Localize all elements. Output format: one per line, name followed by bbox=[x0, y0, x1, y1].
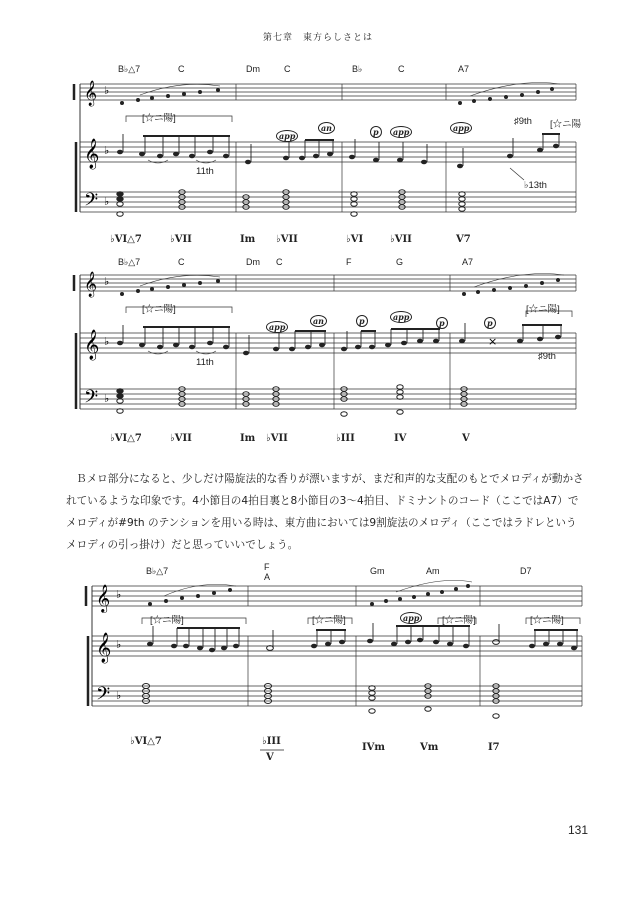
score-system-2 bbox=[0, 255, 636, 450]
svg-text:♭: ♭ bbox=[116, 588, 122, 601]
roman-numeral: IVm bbox=[362, 742, 386, 753]
roman-numeral: ♭VII bbox=[170, 433, 192, 444]
chord-symbol: B♭△7 bbox=[118, 257, 141, 267]
score-system-3 bbox=[0, 560, 636, 770]
annotation-marker: app bbox=[450, 122, 472, 134]
annotation-marker: app bbox=[276, 130, 298, 142]
chord-symbol: A7 bbox=[462, 257, 474, 267]
chord-symbol: C bbox=[398, 64, 405, 74]
roman-numeral: ♭VI△7 bbox=[130, 736, 162, 747]
svg-text:♭: ♭ bbox=[116, 689, 122, 702]
chord-symbol: C bbox=[178, 64, 185, 74]
svg-text:𝄞: 𝄞 bbox=[96, 633, 112, 663]
chord-symbol: C bbox=[276, 257, 283, 267]
chord-symbol: Gm bbox=[370, 566, 385, 576]
annotation-marker: app bbox=[390, 311, 412, 323]
chord-symbol: F bbox=[346, 257, 352, 267]
chord-symbol: Am bbox=[426, 566, 440, 576]
roman-numeral: ♭III bbox=[336, 433, 355, 444]
roman-numeral: ♭VII bbox=[276, 234, 298, 245]
annotation-label: [☆ニ陽] bbox=[530, 615, 564, 626]
annotation-label: ♭13th bbox=[524, 180, 547, 191]
roman-numeral: Im bbox=[240, 433, 256, 444]
annotation-label: 11th bbox=[196, 357, 214, 368]
page-header: 第七章 東方らしさとは bbox=[262, 33, 373, 43]
roman-numeral: ♭VI△7 bbox=[110, 234, 142, 245]
roman-numeral: Vm bbox=[420, 742, 439, 753]
svg-text:𝄢: 𝄢 bbox=[84, 387, 99, 412]
annotation-marker: p bbox=[436, 317, 448, 329]
annotation-label: [☆ニ陽 bbox=[550, 119, 582, 130]
annotation-marker: app bbox=[400, 612, 422, 624]
annotation-marker: p bbox=[484, 317, 496, 329]
chord-symbol: A bbox=[264, 572, 271, 582]
annotation-label: 11th bbox=[196, 166, 214, 177]
chord-symbol: A7 bbox=[458, 64, 470, 74]
page-number: 131 bbox=[568, 823, 589, 837]
svg-text:𝄞: 𝄞 bbox=[96, 584, 111, 612]
svg-text:𝄞: 𝄞 bbox=[84, 81, 98, 106]
body-paragraph: Ｂメロ部分になると、少しだけ陽旋法的な香りが漂いますが、まだ和声的な支配のもとでメロディが動かされているような印象です。4小節目の4拍目裏と8小節目の3〜4拍目、ドミナントのコード（ここではA7）でメロディが#9th のテンションを用いる時は、東方曲においては9割旋法のメロディ（ここではラドレというメロディの引っ掛け）だと思っていいでしょう。 bbox=[66, 473, 584, 551]
chord-symbol: B♭△7 bbox=[118, 64, 141, 74]
annotation-marker: an bbox=[318, 122, 335, 134]
svg-text:𝄞: 𝄞 bbox=[84, 139, 100, 169]
annotation-label: [☆ニ陽] bbox=[142, 113, 176, 124]
chord-symbol: F bbox=[264, 562, 270, 572]
svg-text:♭: ♭ bbox=[104, 335, 110, 348]
staff-lines-system-1 bbox=[0, 60, 636, 250]
svg-text:♭: ♭ bbox=[104, 275, 110, 288]
annotation-marker: p bbox=[370, 126, 382, 138]
svg-text:♭: ♭ bbox=[116, 638, 122, 651]
annotation-marker: p bbox=[356, 315, 368, 327]
svg-text:𝄞: 𝄞 bbox=[84, 330, 100, 360]
annotation-marker: an bbox=[310, 315, 327, 327]
roman-numeral: ♭VI bbox=[346, 234, 364, 245]
svg-text:𝄢: 𝄢 bbox=[84, 190, 99, 215]
chord-symbol: C bbox=[178, 257, 185, 267]
roman-numeral: ♭VI△7 bbox=[110, 433, 142, 444]
chord-symbol: B♭△7 bbox=[146, 566, 169, 576]
svg-text:♭: ♭ bbox=[104, 195, 110, 208]
svg-text:𝄢: 𝄢 bbox=[96, 684, 111, 709]
annotation-label: [☆ニ陽] bbox=[442, 615, 476, 626]
chord-symbol: G bbox=[396, 257, 404, 267]
annotation-label: [☆ニ陽] bbox=[150, 615, 184, 626]
annotation-label: [☆ニ陽] bbox=[312, 615, 346, 626]
roman-numeral: Im bbox=[240, 234, 256, 245]
annotation-label: ♯9th bbox=[538, 351, 556, 362]
annotation-marker: app bbox=[390, 126, 412, 138]
chord-symbol: D7 bbox=[520, 566, 532, 576]
chord-symbol: Dm bbox=[246, 257, 260, 267]
svg-text:♭: ♭ bbox=[104, 144, 110, 157]
chord-symbol: Dm bbox=[246, 64, 260, 74]
chord-symbol: B♭ bbox=[352, 64, 363, 74]
annotation-label: ♯9th bbox=[514, 116, 532, 127]
roman-numeral: V bbox=[462, 433, 470, 444]
svg-text:𝄞: 𝄞 bbox=[84, 272, 98, 297]
roman-numeral: V bbox=[266, 752, 274, 763]
roman-numeral: ♭VII bbox=[390, 234, 412, 245]
staff-lines-system-3 bbox=[0, 560, 636, 770]
annotation-marker: app bbox=[266, 321, 288, 333]
roman-numeral: I7 bbox=[488, 742, 500, 753]
svg-text:♭: ♭ bbox=[104, 392, 110, 405]
chord-symbol: C bbox=[284, 64, 291, 74]
annotation-label: [☆ニ陽] bbox=[526, 304, 560, 315]
roman-numeral: ♭VII bbox=[266, 433, 288, 444]
roman-numeral: ♭VII bbox=[170, 234, 192, 245]
roman-numeral: V7 bbox=[456, 234, 471, 245]
svg-text:×: × bbox=[488, 335, 498, 348]
roman-numeral: IV bbox=[394, 433, 407, 444]
roman-numeral: ♭III bbox=[262, 736, 281, 747]
annotation-label: [☆ニ陽] bbox=[142, 304, 176, 315]
score-system-1 bbox=[0, 60, 636, 250]
svg-text:♭: ♭ bbox=[104, 84, 110, 97]
